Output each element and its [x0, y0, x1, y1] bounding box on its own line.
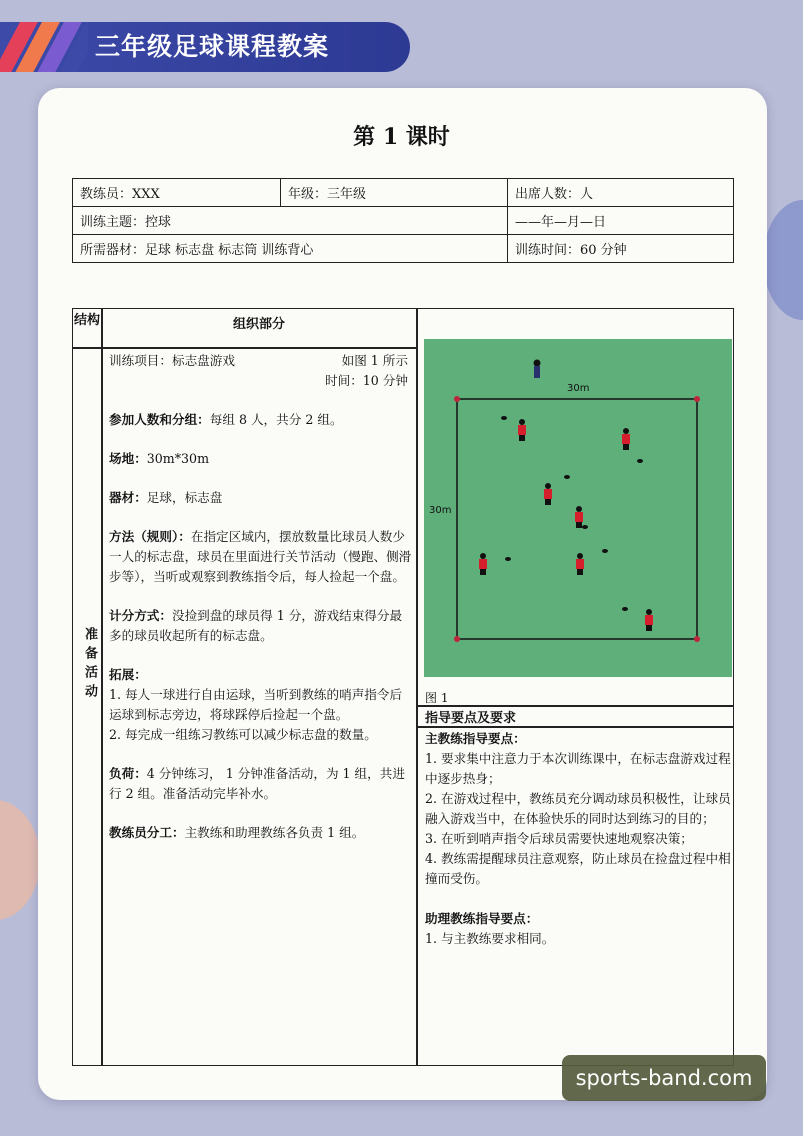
decor-circle-left: [0, 800, 40, 920]
method-label: 方法（规则）：: [109, 529, 191, 544]
lesson-title: 第 1 课时: [353, 124, 450, 150]
drill-diagram: [424, 339, 732, 681]
date-cell: ——年—月—日: [508, 207, 734, 235]
guide-content: [425, 729, 731, 949]
attendance-cell: 出席人数：人: [508, 179, 734, 207]
time-text: 时间：10 分钟: [325, 373, 408, 388]
header-structure: 结构: [73, 313, 100, 328]
figure-reference: 如图 1 所示: [341, 353, 408, 368]
guide-header: 指导要点及要求: [425, 711, 517, 726]
organization-content: [109, 351, 414, 862]
load-label: 负荷：: [109, 766, 147, 781]
section-label: 准备活动: [82, 627, 97, 703]
lesson-plan-table: [72, 308, 734, 1066]
method-value: 在指定区域内，摆放数量比球员人数少一人的标志盘，球员在里面进行关节活动（慢跑、侧滑步等），当听或观察到教练指令后，每人捡起一个盘。: [109, 529, 412, 584]
page-banner: 三年级足球课程教案: [0, 22, 410, 72]
main-coach-point-3: 3. 在听到哨声指令后球员需要快速地观察决策；: [425, 831, 693, 846]
main-coach-point-1: 1. 要求集中注意力于本次训练课中，在标志盘游戏过程中逐步热身；: [425, 751, 731, 786]
load-value: 4 分钟练习， 1 分钟准备活动，为 1 组，共进行 2 组。准备活动完毕补水。: [109, 766, 405, 801]
equipment-cell: 所需器材：足球 标志盘 标志筒 训练背心: [73, 235, 508, 263]
grade-cell: 年级：三年级: [281, 179, 508, 207]
venue-label: 场地：: [109, 451, 147, 466]
banner-stripes: [0, 22, 88, 72]
project-label: 训练项目：标志盘游戏: [109, 353, 235, 368]
equipment-value: 足球，标志盘: [146, 490, 223, 505]
division-value: 主教练和助理教练各负责 1 组。: [184, 825, 365, 840]
scoring-label: 计分方式：: [109, 608, 172, 623]
coach-figure: [534, 360, 541, 379]
header-organization: 组织部分: [232, 317, 285, 332]
watermark-badge: sports-band.com: [562, 1055, 766, 1101]
equipment-label: 器材：: [109, 490, 147, 505]
field-height-label: 30m: [429, 505, 452, 516]
extension-item-1: 1. 每人一球进行自由运球，当听到教练的哨声指令后运球到标志旁边，将球踩停后捡起一个盘。: [109, 687, 403, 722]
field-width-label: 30m: [567, 383, 590, 394]
theme-cell: 训练主题：控球: [73, 207, 508, 235]
info-table: [72, 178, 734, 263]
decor-circle-right: [763, 200, 803, 320]
main-coach-title: 主教练指导要点：: [425, 731, 526, 746]
division-label: 教练员分工：: [109, 825, 185, 840]
assistant-coach-title: 助理教练指导要点：: [425, 911, 539, 926]
duration-cell: 训练时间：60 分钟: [508, 235, 734, 263]
participants-label: 参加人数和分组：: [109, 412, 210, 427]
coach-cell: 教练员：XXX: [73, 179, 281, 207]
main-coach-point-2: 2. 在游戏过程中，教练员充分调动球员积极性，让球员融入游戏当中，在体验快乐的同时达到练习的目的；: [425, 791, 731, 826]
scoring-value: 没捡到盘的球员得 1 分，游戏结束得分最多的球员收起所有的标志盘。: [109, 608, 403, 643]
figure-caption: 图 1: [425, 691, 449, 705]
venue-value: 30m*30m: [146, 451, 210, 466]
extension-item-2: 2. 每完成一组练习教练可以减少标志盘的数量。: [109, 727, 377, 742]
assistant-coach-point-1: 1. 与主教练要求相同。: [425, 931, 555, 946]
main-coach-point-4: 4. 教练需提醒球员注意观察，防止球员在捡盘过程中相撞而受伤。: [425, 851, 731, 886]
extension-label: 拓展：: [109, 667, 147, 682]
participants-value: 每组 8 人，共分 2 组。: [209, 412, 343, 427]
